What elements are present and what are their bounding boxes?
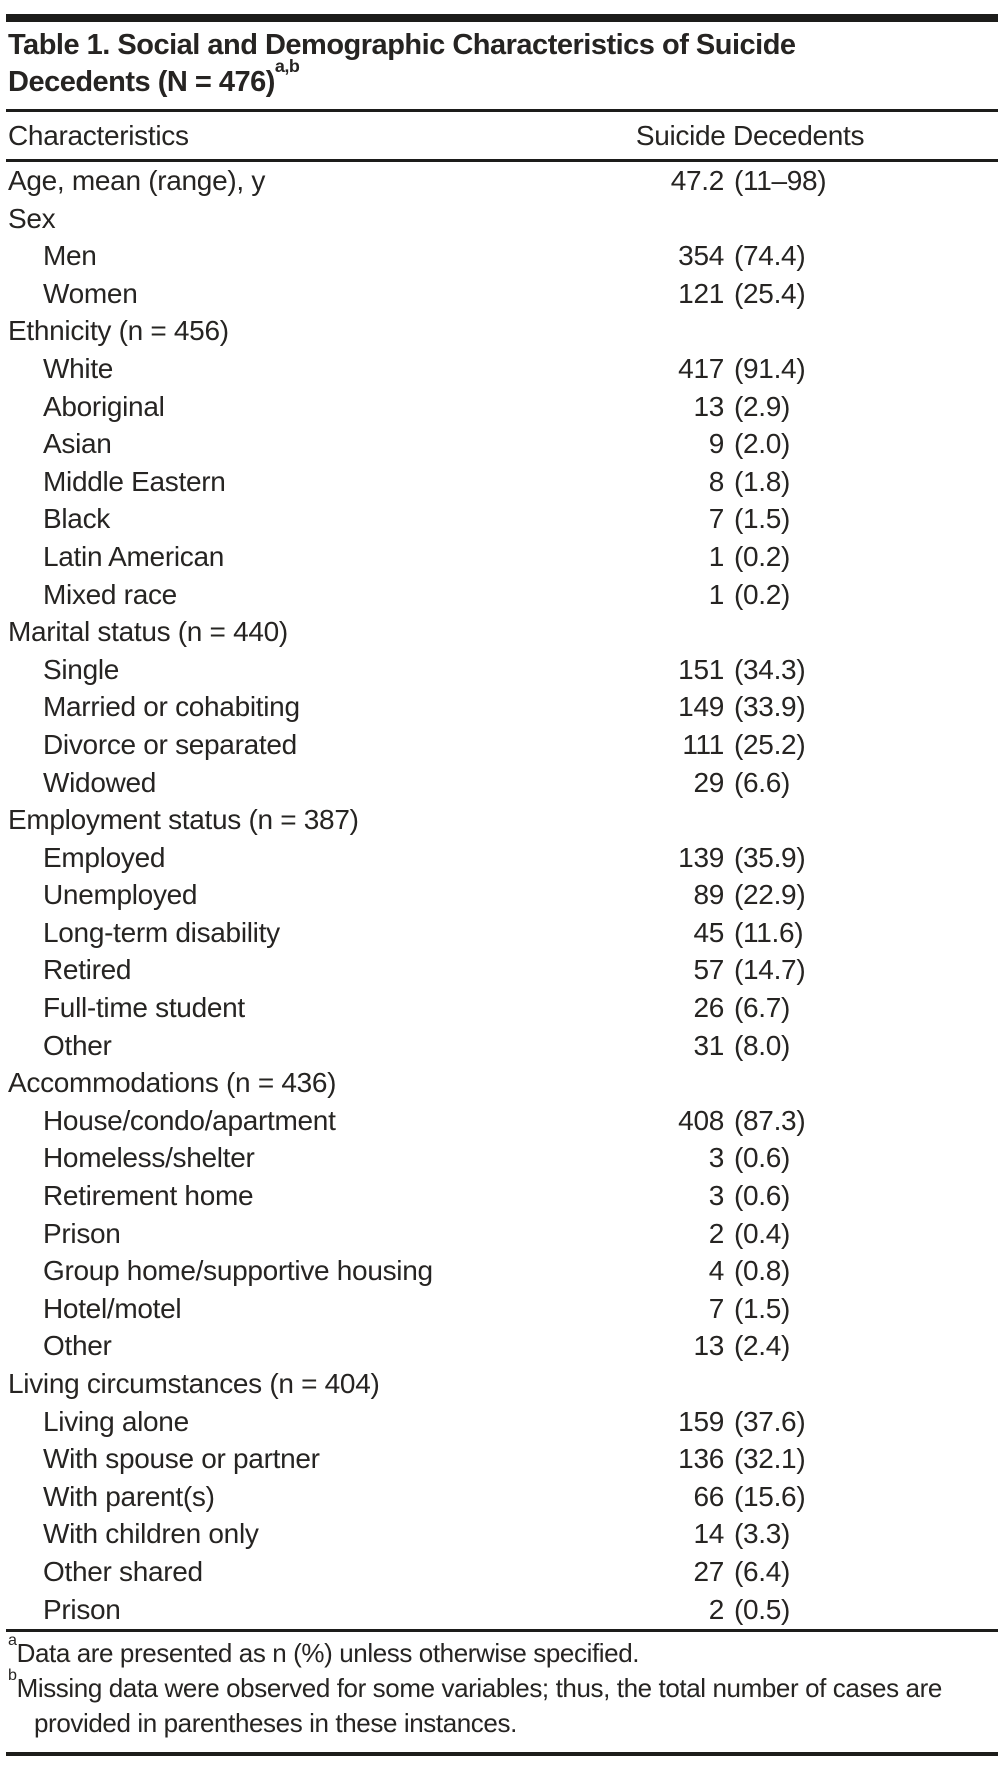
table-row xyxy=(0,200,1004,238)
row-label: House/condo/apartment xyxy=(43,1104,336,1136)
table-row xyxy=(0,312,1004,350)
table-row xyxy=(0,576,1004,614)
table-row xyxy=(0,1027,1004,1065)
table-row xyxy=(0,463,1004,501)
row-value-pct: (6.4) xyxy=(734,1555,791,1587)
row-value-n: 26 xyxy=(693,992,724,1024)
row-label: Hotel/motel xyxy=(43,1292,182,1324)
row-value-n: 149 xyxy=(678,691,724,723)
row-value-pct: (2.9) xyxy=(734,390,791,422)
row-label: Other xyxy=(43,1029,112,1061)
row-label: Prison xyxy=(43,1593,121,1625)
table-row xyxy=(0,1403,1004,1441)
row-label: Middle Eastern xyxy=(43,465,226,497)
row-label: Black xyxy=(43,503,110,535)
table-row xyxy=(0,1290,1004,1328)
row-value-pct: (11–98) xyxy=(734,165,827,196)
row-value-pct: (25.2) xyxy=(734,728,806,760)
table-row xyxy=(0,237,1004,275)
row-value-n: 139 xyxy=(678,841,724,873)
row-label: Long-term disability xyxy=(43,916,280,948)
table-row xyxy=(0,839,1004,877)
row-label: With spouse or partner xyxy=(43,1443,320,1475)
table-row xyxy=(0,914,1004,952)
row-value-n: 3 xyxy=(708,1180,724,1212)
table-row xyxy=(0,162,1004,200)
table-row xyxy=(0,388,1004,426)
table-row xyxy=(0,1591,1004,1629)
row-value-pct: (74.4) xyxy=(734,240,806,272)
row-value-n: 31 xyxy=(693,1029,724,1061)
row-value-pct: (37.6) xyxy=(734,1405,806,1437)
row-value-n: 29 xyxy=(693,766,724,798)
table-row xyxy=(0,538,1004,576)
table-row xyxy=(0,613,1004,651)
row-label: Marital status (n = 440) xyxy=(8,616,288,648)
row-label: Men xyxy=(43,240,97,272)
row-value-n: 2 xyxy=(708,1217,724,1249)
row-value-n: 8 xyxy=(708,465,724,497)
table-footnotes xyxy=(8,1630,990,1741)
row-label: Widowed xyxy=(43,766,157,798)
row-value-pct: (0.2) xyxy=(734,540,791,572)
row-value-pct: (6.6) xyxy=(734,766,791,798)
table-row xyxy=(0,1215,1004,1253)
row-value-pct: (15.6) xyxy=(734,1480,806,1512)
table-row xyxy=(0,1440,1004,1478)
row-value-n: 159 xyxy=(678,1405,724,1437)
table-row xyxy=(0,989,1004,1027)
table-row xyxy=(0,726,1004,764)
row-value-pct: (34.3) xyxy=(734,653,806,685)
row-label: Prison xyxy=(43,1217,121,1249)
footnote-text: Data are presented as n (%) unless otherwise specified. xyxy=(16,1638,640,1668)
row-value-n: 1 xyxy=(708,540,724,572)
row-value-pct: (0.8) xyxy=(734,1255,791,1287)
row-value-n: 14 xyxy=(693,1518,724,1550)
row-label: Married or cohabiting xyxy=(43,691,300,723)
row-label: Single xyxy=(43,653,120,685)
footnote-marker: b xyxy=(8,1665,17,1684)
row-label: Retired xyxy=(43,954,132,986)
row-value-n: 121 xyxy=(678,277,724,309)
row-value-pct: (2.4) xyxy=(734,1330,791,1362)
table-row xyxy=(0,350,1004,388)
row-value-n: 1 xyxy=(708,578,724,610)
row-value-pct: (25.4) xyxy=(734,277,806,309)
row-value-n: 354 xyxy=(678,240,724,272)
table-row xyxy=(0,275,1004,313)
footnote-marker: a xyxy=(8,1630,17,1649)
row-label: Aboriginal xyxy=(43,390,165,422)
row-value-pct: (0.5) xyxy=(734,1593,791,1625)
row-value-n: 417 xyxy=(678,352,724,384)
row-value-n: 7 xyxy=(708,503,724,535)
row-label: With children only xyxy=(43,1518,259,1550)
row-value-pct: (87.3) xyxy=(734,1104,806,1136)
row-value-pct: (0.6) xyxy=(734,1142,791,1174)
row-value-pct: (1.5) xyxy=(734,1292,791,1324)
row-value-pct: (1.8) xyxy=(734,465,791,497)
row-label: Living circumstances (n = 404) xyxy=(8,1368,380,1399)
table-row xyxy=(0,1064,1004,1102)
footnote-divider-rule xyxy=(6,1629,998,1632)
row-value-pct: (0.6) xyxy=(734,1180,791,1212)
row-value-n: 136 xyxy=(678,1443,724,1475)
row-label: Mixed race xyxy=(43,578,177,610)
table-row xyxy=(0,876,1004,914)
column-header-suicide-decedents: Suicide Decedents xyxy=(635,120,865,151)
row-value-n: 4 xyxy=(708,1255,724,1287)
column-header-characteristics: Characteristics xyxy=(8,120,189,151)
row-label: Asian xyxy=(43,428,112,460)
footnote xyxy=(8,1630,990,1671)
row-value-pct: (0.4) xyxy=(734,1217,791,1249)
row-value-pct: (8.0) xyxy=(734,1029,791,1061)
footnote-text: Missing data were observed for some variables; thus, the total number of cases are provided in parentheses in these instances. xyxy=(16,1673,942,1738)
row-value-n: 13 xyxy=(693,390,724,422)
table-row xyxy=(0,425,1004,463)
row-label: White xyxy=(43,352,114,384)
row-label: Other xyxy=(43,1330,112,1362)
row-value-n: 7 xyxy=(708,1292,724,1324)
table-row xyxy=(0,1478,1004,1516)
row-label: With parent(s) xyxy=(43,1480,215,1512)
table-title-superscript: a,b xyxy=(274,55,300,76)
table-row xyxy=(0,1177,1004,1215)
row-value-pct: (32.1) xyxy=(734,1443,806,1475)
row-label: Group home/supportive housing xyxy=(43,1255,433,1287)
row-label: Other shared xyxy=(43,1555,203,1587)
table-body xyxy=(0,162,1004,1628)
row-label: Accommodations (n = 436) xyxy=(8,1067,337,1099)
table-row xyxy=(0,688,1004,726)
row-label: Retirement home xyxy=(43,1180,254,1212)
row-value-n: 27 xyxy=(693,1555,724,1587)
row-value-n: 47.2 xyxy=(670,165,724,196)
row-label: Ethnicity (n = 456) xyxy=(8,315,229,347)
table-row xyxy=(0,500,1004,538)
row-value-pct: (2.0) xyxy=(734,428,791,460)
row-value-n: 89 xyxy=(693,879,724,911)
row-value-pct: (1.5) xyxy=(734,503,791,535)
row-label: Employment status (n = 387) xyxy=(8,804,359,836)
row-label: Full-time student xyxy=(43,992,245,1024)
row-value-pct: (35.9) xyxy=(734,841,806,873)
table-row xyxy=(0,951,1004,989)
row-value-pct: (14.7) xyxy=(734,954,806,986)
row-value-pct: (6.7) xyxy=(734,992,791,1024)
row-label: Employed xyxy=(43,841,166,873)
row-label: Women xyxy=(43,277,138,309)
row-value-n: 408 xyxy=(678,1104,724,1136)
table-row xyxy=(0,1252,1004,1290)
row-label: Living alone xyxy=(43,1405,189,1437)
table-row xyxy=(0,1102,1004,1140)
row-value-n: 13 xyxy=(693,1330,724,1362)
table-row xyxy=(0,1515,1004,1553)
footnote xyxy=(8,1665,990,1741)
table-title xyxy=(8,27,988,101)
table-row xyxy=(0,1327,1004,1365)
row-label: Unemployed xyxy=(43,879,198,911)
table-header-row xyxy=(0,112,1004,159)
row-value-n: 111 xyxy=(682,728,724,760)
table-row xyxy=(0,1139,1004,1177)
table-top-bar xyxy=(6,14,998,22)
row-value-pct: (3.3) xyxy=(734,1518,791,1550)
table-title-line1: Table 1. Social and Demographic Characteristics of Suicide xyxy=(8,29,796,61)
row-value-n: 151 xyxy=(678,653,724,685)
row-label: Divorce or separated xyxy=(43,728,297,760)
table-title-line2: Decedents (N = 476) xyxy=(8,66,275,98)
table-bottom-rule xyxy=(6,1752,998,1756)
row-value-pct: (11.6) xyxy=(734,916,804,948)
row-value-n: 66 xyxy=(693,1480,724,1512)
row-value-pct: (22.9) xyxy=(734,879,806,911)
table-row xyxy=(0,1365,1004,1403)
row-value-n: 9 xyxy=(708,428,724,460)
row-value-n: 2 xyxy=(708,1593,724,1625)
table-row xyxy=(0,1553,1004,1591)
table-row xyxy=(0,764,1004,802)
table-row xyxy=(0,801,1004,839)
row-label: Homeless/shelter xyxy=(43,1142,255,1174)
table-row xyxy=(0,651,1004,689)
row-label: Age, mean (range), y xyxy=(8,165,266,196)
row-label: Sex xyxy=(8,202,56,234)
row-value-pct: (0.2) xyxy=(734,578,791,610)
row-value-pct: (91.4) xyxy=(734,352,806,384)
row-value-n: 57 xyxy=(693,954,724,986)
row-value-n: 45 xyxy=(693,916,724,948)
row-value-n: 3 xyxy=(708,1142,724,1174)
row-label: Latin American xyxy=(43,540,225,572)
row-value-pct: (33.9) xyxy=(734,691,806,723)
